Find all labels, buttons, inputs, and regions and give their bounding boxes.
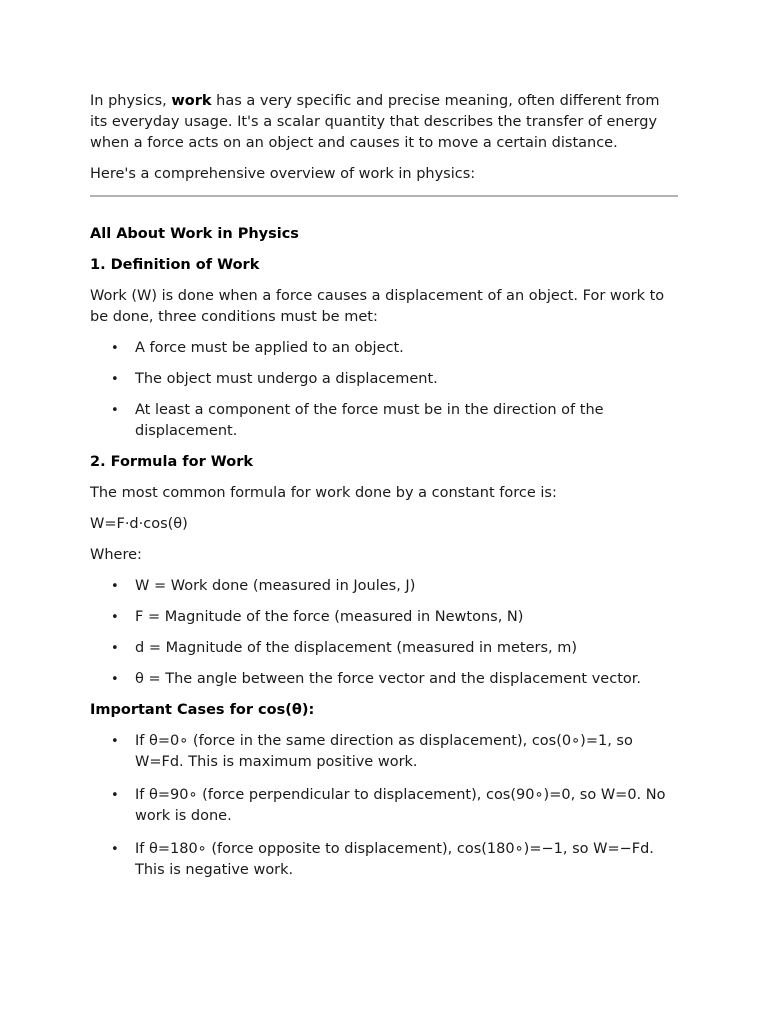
list-item: • At least a component of the force must be in the direction of the displacement. (90, 400, 678, 442)
overview-line: Here's a comprehensive overview of work in physics: (90, 166, 476, 182)
list-item: • d = Magnitude of the displacement (measured in meters, m) (90, 638, 678, 659)
section-1-heading: 1. Definition of Work (90, 257, 260, 273)
section-2-heading: 2. Formula for Work (90, 454, 254, 470)
list-item: • W = Work done (measured in Joules, J) (90, 576, 678, 597)
list-item: • F = Magnitude of the force (measured in Newtons, N) (90, 607, 678, 628)
document-title: All About Work in Physics (90, 226, 299, 242)
list-item: • θ = The angle between the force vector and the displacement vector. (90, 669, 678, 690)
intro-bold-term: work (171, 93, 212, 109)
definition-paragraph: Work (W) is done when a force causes a displacement of an object. For work to be done, three conditions must be met: (90, 288, 665, 325)
list-item: • The object must undergo a displacement. (90, 369, 678, 390)
cases-list (90, 731, 678, 881)
variables-list (90, 576, 678, 690)
list-item: • If θ=90∘ (force perpendicular to displacement), cos(90∘)=0, so W=0. No work is done. (90, 785, 678, 827)
list-item: • A force must be applied to an object. (90, 338, 678, 359)
intro-paragraph (90, 91, 678, 154)
work-formula: W=F·d·cos(θ) (90, 516, 188, 532)
formula-intro: The most common formula for work done by a constant force is: (90, 485, 557, 501)
where-label: Where: (90, 547, 142, 563)
horizontal-divider (90, 195, 678, 197)
document (90, 91, 678, 893)
list-item: • If θ=0∘ (force in the same direction as displacement), cos(0∘)=1, so W=Fd. This is maximum positive work. (90, 731, 678, 773)
intro-text-end: has a very specific and precise meaning, often different from its everyday usage. It's a scalar quantity that describes the transfer of energy when a force acts on an object and causes it to move a certain distance. (90, 93, 660, 151)
cases-heading: Important Cases for cos(θ): (90, 702, 315, 718)
conditions-list (90, 338, 678, 442)
intro-text-start: In physics, (90, 93, 172, 109)
list-item: • If θ=180∘ (force opposite to displacement), cos(180∘)=−1, so W=−Fd. This is negative work. (90, 839, 678, 881)
